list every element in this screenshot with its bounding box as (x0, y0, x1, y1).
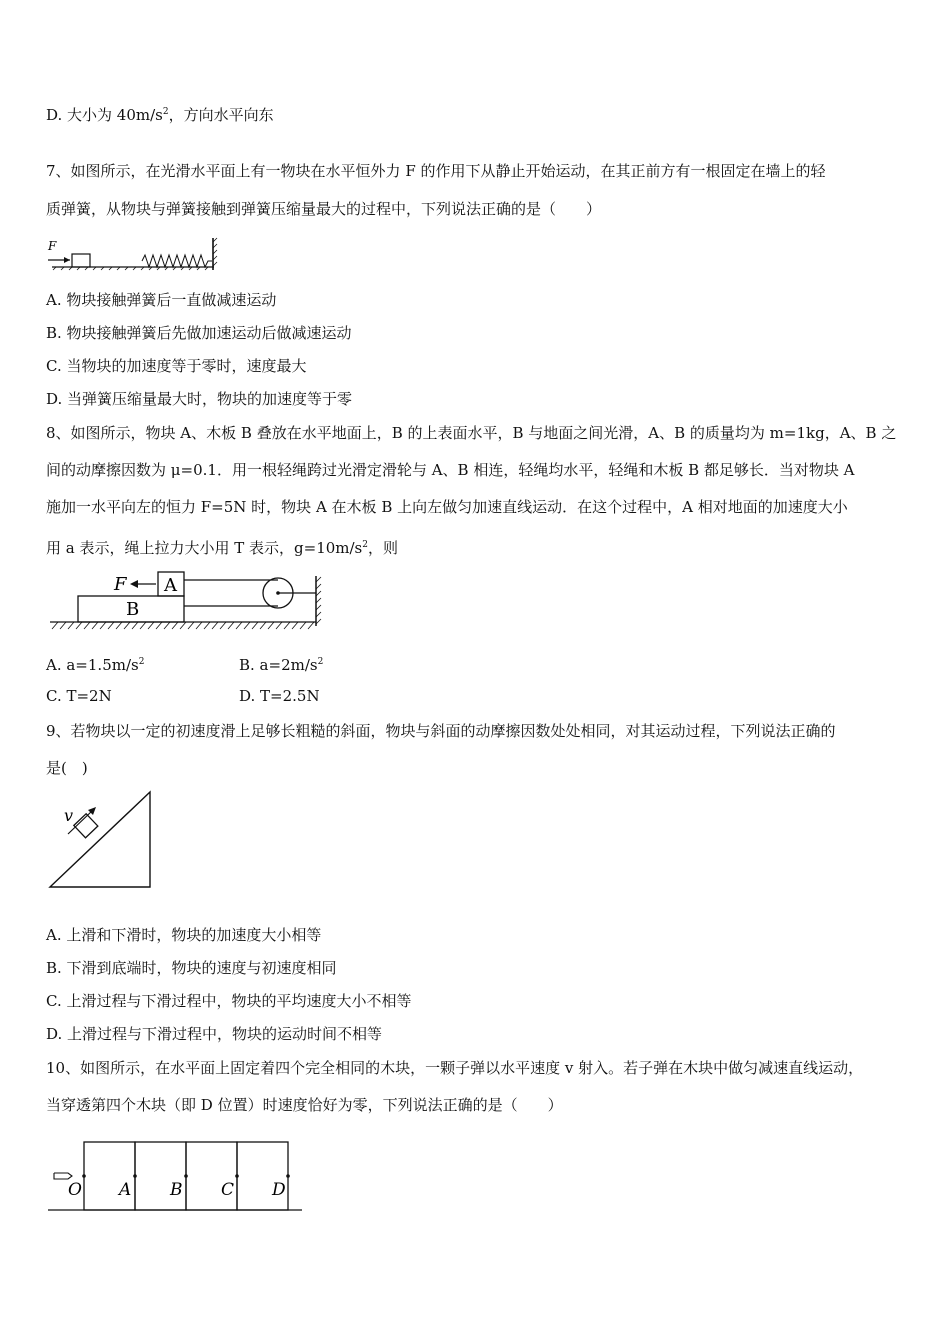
q8-option-d: D. T=2.5N (239, 687, 320, 705)
q10-label-o: O (68, 1180, 82, 1200)
q7-spring-figure (46, 236, 221, 272)
q10-label-d: D (272, 1180, 286, 1200)
q10-point-b (184, 1174, 188, 1178)
q10-point-a (133, 1174, 137, 1178)
q9-option-c: C. 上滑过程与下滑过程中，物块的平均速度大小不相等 (46, 992, 412, 1010)
q10-blocks-figure (46, 1138, 306, 1214)
q10-stem-line1: 10、如图所示，在水平面上固定着四个完全相同的木块，一颗子弹以水平速度 v 射入。若子弹在木块中做匀减速直线运动， (46, 1059, 864, 1077)
q6-option-d (46, 102, 274, 125)
q8-figure-label-a: A (164, 575, 177, 596)
q8-stem-line2: 间的动摩擦因数为 μ=0.1．用一根轻绳跨过光滑定滑轮与 A、B 相连，轻绳均水平，轻绳和木板 B 都足够长．当对物块 A (46, 461, 855, 479)
q10-bullet (54, 1173, 72, 1179)
q8-figure-label-f: F (114, 574, 127, 595)
q10-point-d (286, 1174, 290, 1178)
q8-figure-label-b: B (126, 599, 140, 620)
q7-figure-label-f: F (48, 239, 57, 253)
q7-option-c: C. 当物块的加速度等于零时，速度最大 (46, 357, 307, 375)
q9-stem-line1: 9、若物块以一定的初速度滑上足够长粗糙的斜面，物块与斜面的动摩擦因数处处相同，对其运动过程，下列说法正确的 (46, 722, 836, 740)
q6-option-d-sup: 2 (162, 107, 169, 117)
q9-option-a: A. 上滑和下滑时，物块的加速度大小相等 (46, 926, 322, 944)
q7-option-b: B. 物块接触弹簧后先做加速运动后做减速运动 (46, 324, 352, 342)
q9-incline-figure (46, 790, 156, 890)
q8-option-c: C. T=2N (46, 687, 112, 705)
q7-option-d: D. 当弹簧压缩量最大时，物块的加速度等于零 (46, 390, 353, 408)
q8-option-a-prefix: A. a=1.5m/s (46, 656, 139, 674)
q8-stem-line4-prefix: 用 a 表示，绳上拉力大小用 T 表示，g=10m/s (46, 539, 363, 557)
q9-option-d: D. 上滑过程与下滑过程中，物块的运动时间不相等 (46, 1025, 383, 1043)
q10-point-o (82, 1174, 86, 1178)
q8-option-b-sup: 2 (317, 657, 324, 667)
q8-option-a (46, 652, 144, 675)
q8-stem-line3: 施加一水平向左的恒力 F=5N 时，物块 A 在木板 B 上向左做匀加速直线运动．在这个过程中，A 相对地面的加速度大小 (46, 498, 848, 516)
q8-stem-line4 (46, 535, 398, 558)
q10-label-c: C (221, 1180, 235, 1200)
q10-point-c (235, 1174, 239, 1178)
q9-option-b: B. 下滑到底端时，物块的速度与初速度相同 (46, 959, 337, 977)
q8-stem-line1: 8、如图所示，物块 A、木板 B 叠放在水平地面上，B 的上表面水平，B 与地面之间光滑，A、B 的质量均为 m=1kg，A、B 之 (46, 424, 897, 442)
q8-option-b-prefix: B. a=2m/s (239, 656, 318, 674)
q10-label-a: A (119, 1180, 132, 1200)
q7-stem-line2: 质弹簧，从物块与弹簧接触到弹簧压缩量最大的过程中，下列说法正确的是（ ） (46, 200, 602, 218)
q8-option-a-sup: 2 (138, 657, 145, 667)
q8-ground-hatch (52, 622, 314, 629)
q7-option-a: A. 物块接触弹簧后一直做减速运动 (46, 291, 277, 309)
q10-stem-line2: 当穿透第四个木块（即 D 位置）时速度恰好为零，下列说法正确的是（ ） (46, 1096, 563, 1114)
q10-label-b: B (170, 1180, 183, 1200)
q6-option-d-suffix: ，方向水平向东 (168, 106, 274, 124)
q7-force-arrowhead (64, 257, 70, 263)
q8-option-b (239, 652, 323, 675)
q6-option-d-prefix: D. 大小为 40m/s (46, 106, 163, 124)
q8-stem-line4-sup: 2 (362, 540, 368, 550)
q9-stem-line2: 是( ) (46, 759, 88, 777)
q8-stem-line4-suffix: ，则 (368, 539, 399, 557)
q7-stem-line1: 7、如图所示，在光滑水平面上有一物块在水平恒外力 F 的作用下从静止开始运动，在其正前方有一根固定在墙上的轻 (46, 162, 826, 180)
q7-block (72, 254, 90, 267)
q7-spring (142, 255, 212, 267)
q9-figure-label-v: v (64, 806, 74, 825)
q8-pulley-figure (46, 570, 326, 634)
q8-force-arrowhead (130, 580, 138, 588)
